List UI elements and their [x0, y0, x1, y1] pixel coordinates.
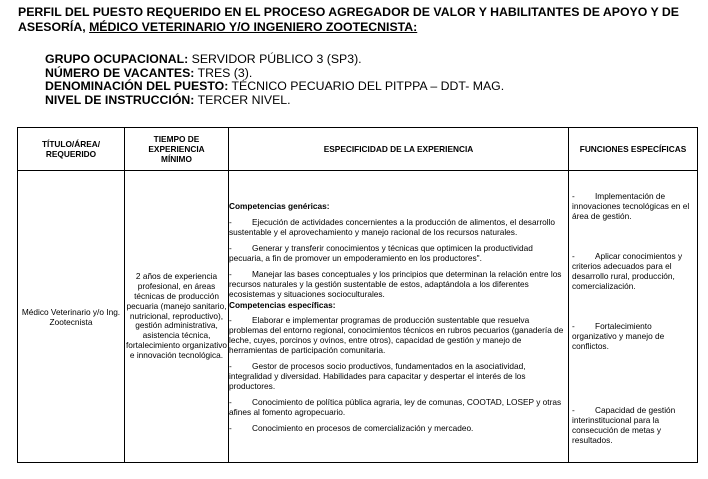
list-item — [229, 361, 568, 391]
meta-nivel-instruccion — [45, 94, 504, 108]
position-metadata — [45, 53, 504, 107]
list-item — [572, 191, 694, 221]
especificas-item-3: Conocimiento de política pública agraria, ley de comunas, COOTAD, LOSEP y otras afines al fomento agropecuario. — [229, 396, 562, 417]
document-title — [18, 5, 698, 35]
cell-titulo: Médico Veterinario y/o Ing. Zootecnista — [18, 171, 125, 463]
list-item — [229, 397, 568, 417]
title-position-name: MÉDICO VETERINARIO Y/O INGENIERO ZOOTECNISTA: — [89, 20, 418, 34]
genericas-label: Competencias genéricas: — [229, 200, 330, 211]
meta-label: GRUPO OCUPACIONAL: — [45, 52, 189, 66]
title-line-2-prefix: ASESORÍA, — [18, 20, 90, 34]
dash-bullet: - — [572, 191, 575, 201]
funcion-item-2: Aplicar conocimientos y criterios adecuados para el desarrollo rural, producción, comercialización. — [572, 251, 683, 291]
list-item — [572, 251, 694, 291]
dash-bullet: - — [229, 216, 232, 227]
header-funciones: FUNCIONES ESPECÍFICAS — [569, 128, 698, 171]
dash-bullet: - — [229, 396, 232, 407]
dash-bullet: - — [572, 321, 575, 331]
list-item — [572, 405, 694, 445]
dash-bullet: - — [229, 360, 232, 371]
funcion-item-4: Capacidad de gestión interinstitucional para la consecución de metas y resultados. — [572, 405, 676, 445]
list-item — [229, 243, 568, 263]
meta-label: NÚMERO DE VACANTES: — [45, 65, 195, 80]
meta-value: TÉCNICO PECUARIO DEL PITPPA – DDT- MAG. — [228, 79, 505, 94]
list-item — [572, 321, 694, 351]
genericas-item-1: Ejecución de actividades concernientes a la producción de alimentos, el desarrollo sustentable y el aprovechamiento y manejo racional de los recursos naturales. — [229, 216, 556, 237]
cell-especificidad — [229, 171, 569, 463]
funcion-item-1: Implementación de innovaciones tecnológicas en el área de gestión. — [572, 191, 690, 221]
header-titulo: TÍTULO/ÁREA/ REQUERIDO — [18, 128, 125, 171]
list-item — [229, 423, 568, 433]
requirements-table — [17, 127, 698, 463]
meta-value: SERVIDOR PÚBLICO 3 (SP3). — [188, 52, 362, 66]
dash-bullet: - — [572, 405, 575, 415]
meta-denominacion-puesto — [45, 80, 504, 94]
meta-label: NIVEL DE INSTRUCCIÓN: — [45, 92, 195, 107]
genericas-item-3: Manejar las bases conceptuales y los principios que determinan la relación entre los recursos naturales y la gestión sustentable de estos, adaptándola a los diferentes ecosistemas y situaciones socioculturales. — [229, 268, 562, 299]
dash-bullet: - — [229, 268, 232, 279]
genericas-item-2: Generar y transferir conocimientos y técnicas que optimicen la productividad pecuaria, a fin de promover un empoderamiento en los productores". — [229, 242, 533, 263]
title-line-1: PERFIL DEL PUESTO REQUERIDO EN EL PROCESO AGREGADOR DE VALOR Y HABILITANTES DE APOYO Y DE — [18, 5, 679, 19]
list-item — [229, 217, 568, 237]
especificas-item-2: Gestor de procesos socio productivos, fundamentados en la asociatividad, integralidad y diversidad. Habilidades para capacitar y despertar el interés de los productores. — [229, 360, 526, 391]
table-row — [18, 171, 698, 463]
meta-value: TRES (3). — [194, 65, 253, 80]
header-tiempo: TIEMPO DE EXPERIENCIA MÍNIMO — [125, 128, 229, 171]
dash-bullet: - — [572, 251, 575, 261]
list-item — [229, 269, 568, 299]
cell-funciones — [569, 171, 698, 463]
title-line-2 — [18, 20, 698, 35]
dash-bullet: - — [229, 422, 232, 433]
meta-value: TERCER NIVEL. — [194, 92, 291, 107]
list-item — [229, 315, 568, 355]
meta-label: DENOMINACIÓN DEL PUESTO: — [45, 79, 229, 94]
meta-grupo-ocupacional — [45, 53, 504, 67]
table-header-row — [18, 128, 698, 171]
dash-bullet: - — [229, 242, 232, 253]
funcion-item-3: Fortalecimiento organizativo y manejo de conflictos. — [572, 321, 665, 351]
especificas-item-4: Conocimiento en procesos de comercialización y mercadeo. — [252, 422, 474, 433]
cell-tiempo: 2 años de experiencia profesional, en áreas técnicas de producción pecuaria (manejo sanitario, nutricional, reproductivo), gestión administrativa, asistencia técnica, fortalecimiento organizativo e innovación tecnológica. — [125, 171, 229, 463]
especificas-label: Competencias específicas: — [229, 299, 336, 310]
dash-bullet: - — [229, 314, 232, 325]
especificas-item-1: Elaborar e implementar programas de producción sustentable que resuelva problemas del entorno regional, conocimientos técnicos en rubros pecuarios (ganadería de leche, cuyes, porcinos y ovinos, entre otros), capacidad de gestión y manejo de herramientas de participación comunitaria. — [229, 314, 564, 355]
header-especificidad: ESPECIFICIDAD DE LA EXPERIENCIA — [229, 128, 569, 171]
